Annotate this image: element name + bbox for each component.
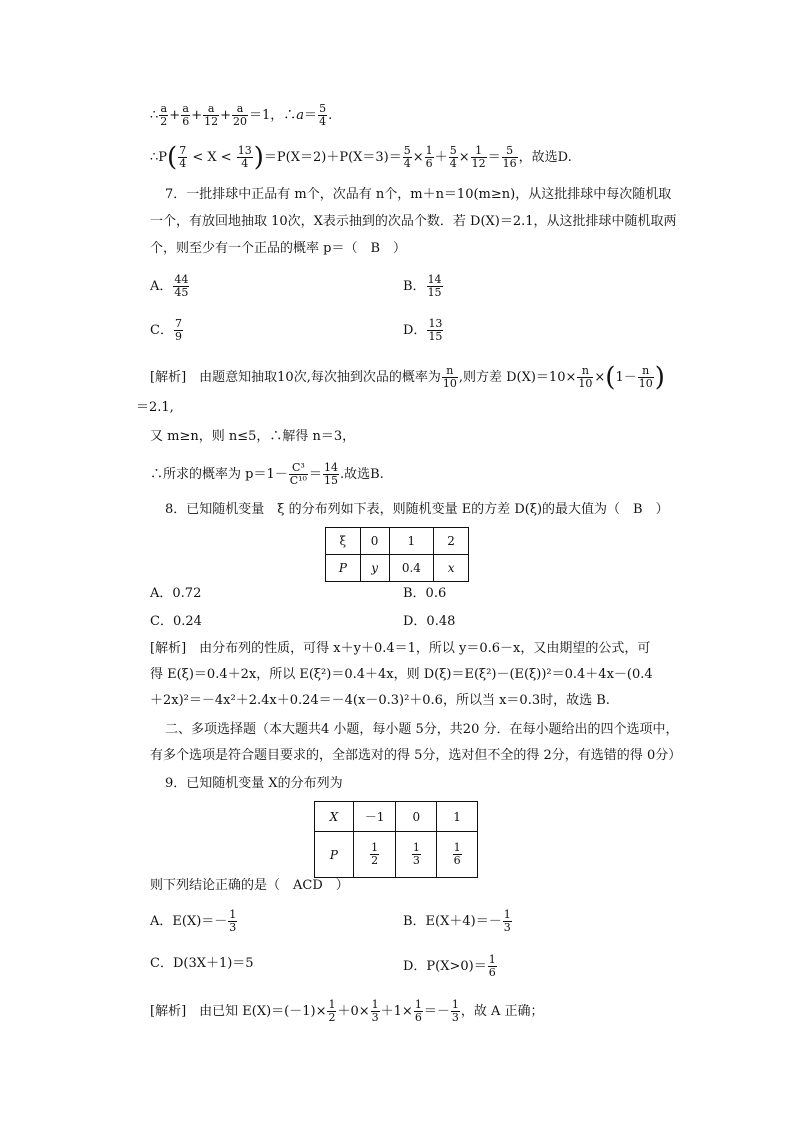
table-row bbox=[315, 832, 478, 878]
fraction: $\frac{5}{4}$ bbox=[449, 144, 457, 170]
q7-text-line3: 个，则至少有一个正品的概率 p＝（ B ） bbox=[150, 241, 407, 256]
table-cell: $\frac{1}{6}$ bbox=[437, 832, 478, 878]
table-cell: y bbox=[360, 555, 389, 582]
table-cell: P bbox=[315, 832, 354, 878]
table-row bbox=[315, 802, 478, 832]
q7-text-line2: 一个，有放回地抽取 10次，X表示抽到的次品个数．若 D(X)＝2.1，从这批排球中随机取两 bbox=[150, 214, 677, 229]
q9-option-a: A．E(X)＝－ $\frac{1}{3}$ bbox=[150, 908, 237, 934]
solution-tag: [解析] bbox=[150, 1004, 187, 1019]
q9-option-d: D．P(X>0)＝ $\frac{1}{6}$ bbox=[403, 953, 496, 979]
q8-option-d: D．0.48 bbox=[403, 614, 456, 629]
table-cell: 0.4 bbox=[389, 555, 434, 582]
q8-solution-line1: [解析] 由分布列的性质，可得 x＋y＋0.4＝1，所以 y＝0.6－x，又由期望的公式，可 bbox=[150, 641, 651, 656]
q9-distribution-table bbox=[314, 801, 478, 878]
table-cell: ξ bbox=[326, 528, 361, 555]
q7-option-c: C． $\frac{7}{9}$ bbox=[150, 317, 182, 343]
table-cell: 2 bbox=[434, 528, 469, 555]
table-cell: 0 bbox=[360, 528, 389, 555]
fraction: $\frac{13}{4}$ bbox=[237, 144, 252, 170]
fraction: $\frac{5}{16}$ bbox=[502, 144, 517, 170]
table-cell: X bbox=[315, 802, 354, 832]
q7-solution-line1: [解析] 由题意知抽取10次,每次抽到次品的概率为 $\frac{n}{10}$ ,则方差 D(X)＝10× $\frac{n}{10}$ ×(1－ $\frac{n}{10}$ ) bbox=[150, 362, 665, 393]
q8-solution-line2: 得 E(ξ)＝0.4＋2x，所以 E(ξ²)＝0.4＋4x，则 D(ξ)＝E(ξ²)－(E(ξ))²＝0.4＋4x－(0.4 bbox=[150, 667, 653, 682]
q9-text: 9．已知随机变量 X的分布列为 bbox=[165, 776, 343, 791]
table-cell: 1 bbox=[437, 802, 478, 832]
q9-prompt: 则下列结论正确的是（ ACD ） bbox=[150, 878, 349, 893]
therefore-symbol: ∴ bbox=[150, 108, 159, 123]
fraction: $\frac{5}{4}$ bbox=[319, 102, 327, 128]
q8-distribution-table bbox=[325, 527, 469, 582]
solution-tag: [解析] bbox=[150, 641, 187, 656]
fraction: $\frac{a}{2}$ bbox=[160, 102, 168, 128]
q8-option-b: B．0.6 bbox=[403, 586, 447, 601]
table-cell: －1 bbox=[353, 802, 396, 832]
table-cell: P bbox=[326, 555, 361, 582]
fraction: $\frac{a}{12}$ bbox=[204, 102, 219, 128]
q7-solution-line3: 又 m≥n，则 n≤5，∴解得 n＝3， bbox=[150, 429, 356, 444]
section-heading-line2: 有多个选项是符合题目要求的，全部选对的得 5分，选对但不全的得 2分，有选错的得 0分） bbox=[150, 748, 682, 763]
q8-option-a: A．0.72 bbox=[150, 586, 202, 601]
q9-option-b: B．E(X＋4)＝－ $\frac{1}{3}$ bbox=[403, 908, 511, 934]
q7-solution-line4: ∴所求的概率为 p＝1－ $\frac{\text{C³}}{\text{C¹⁰}}$ ＝ $\frac{14}{15}$ .故选B. bbox=[150, 461, 384, 487]
fraction: $\frac{1}{6}$ bbox=[425, 144, 433, 170]
q7-solution-line2: ＝2.1, bbox=[136, 400, 174, 415]
q7-text-line1: 7．一批排球中正品有 m个，次品有 n个，m＋n＝10(m≥n)，从这批排球中每次随机取 bbox=[165, 187, 672, 202]
table-cell: 1 bbox=[389, 528, 434, 555]
equation-line-probability: ∴P( $\frac{7}{4}$ < X < $\frac{13}{4}$ )＝P(X＝2)＋P(X＝3)＝ $\frac{5}{4}$ × $\frac{1}{6}$ ＋ $\frac{5}{4}$ × $\frac{1}{12}$ ＝ $\frac{5}{16}$ ，故选D. bbox=[150, 142, 572, 173]
fraction: $\frac{1}{12}$ bbox=[471, 144, 486, 170]
table-cell: $\frac{1}{2}$ bbox=[353, 832, 396, 878]
table-cell: x bbox=[434, 555, 469, 582]
q8-solution-line3: ＋2x)²＝－4x²＋2.4x＋0.24＝－4(x－0.3)²＋0.6，所以当 x＝0.3时，故选 B. bbox=[150, 693, 610, 708]
table-row bbox=[326, 555, 469, 582]
section-heading-line1: 二、多项选择题（本大题共4 小题，每小题 5分，共20 分．在每小题给出的四个选项中， bbox=[165, 722, 679, 737]
table-cell: $\frac{1}{3}$ bbox=[396, 832, 437, 878]
q7-option-b: B． $\frac{14}{15}$ bbox=[403, 273, 442, 299]
equation-line-a: ∴ $\frac{a}{2}$ + $\frac{a}{6}$ + $\frac{a}{12}$ + $\frac{a}{20}$ ＝1，∴a＝ $\frac{5}{4}$ . bbox=[150, 102, 333, 128]
q8-option-c: C．0.24 bbox=[150, 614, 202, 629]
table-cell: 0 bbox=[396, 802, 437, 832]
q8-text: 8．已知随机变量 ξ 的分布列如下表，则随机变量 E的方差 D(ξ)的最大值为（ B ） bbox=[165, 502, 669, 517]
q9-solution-line1: [解析] 由已知 E(X)＝(－1)× $\frac{1}{2}$ ＋0× $\frac{1}{3}$ ＋1× $\frac{1}{6}$ ＝－ $\frac{1}{3}$ ，故 A 正确； bbox=[150, 998, 544, 1024]
fraction: $\frac{5}{4}$ bbox=[403, 144, 411, 170]
fraction: $\frac{7}{4}$ bbox=[179, 144, 187, 170]
q7-option-d: D． $\frac{13}{15}$ bbox=[403, 317, 443, 343]
fraction: $\frac{a}{6}$ bbox=[182, 102, 190, 128]
q9-option-c: C．D(3X＋1)＝5 bbox=[150, 956, 254, 971]
fraction: $\frac{a}{20}$ bbox=[233, 102, 247, 128]
table-row bbox=[326, 528, 469, 555]
q7-option-a: A． $\frac{44}{45}$ bbox=[150, 273, 189, 299]
solution-tag: [解析] bbox=[150, 370, 187, 385]
